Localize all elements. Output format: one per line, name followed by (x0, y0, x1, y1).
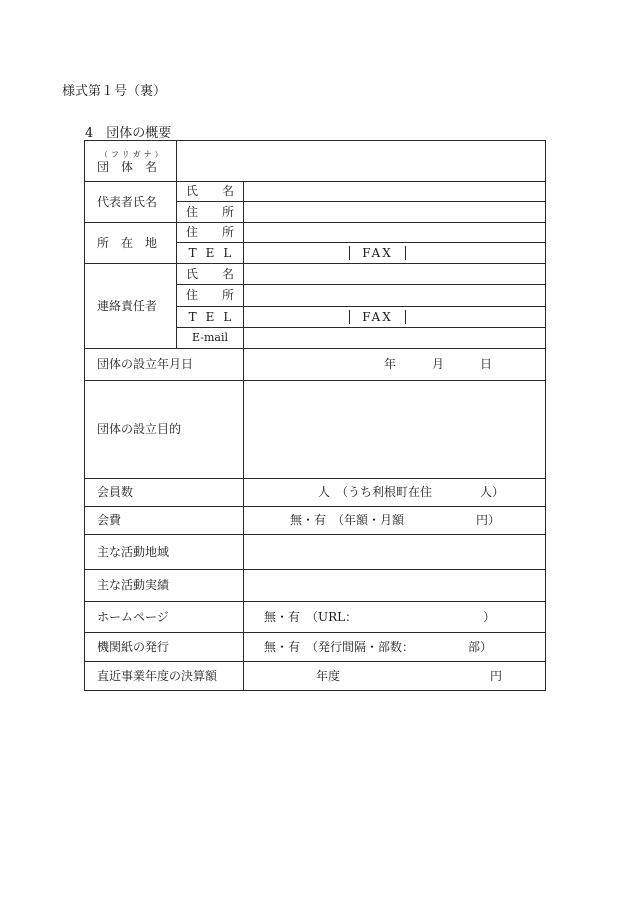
homepage-label: ホームページ (85, 602, 244, 633)
rep-address-label: 住 所 (177, 202, 244, 223)
budget-label: 直近事業年度の決算額 (85, 662, 244, 691)
purpose-field[interactable] (244, 381, 546, 479)
loc-address-field[interactable] (244, 223, 546, 243)
loc-tel-field[interactable] (244, 246, 350, 260)
rep-name-field[interactable] (244, 182, 546, 202)
row-members (85, 479, 546, 507)
contact-email-field[interactable] (244, 328, 546, 349)
row-homepage (85, 602, 546, 633)
row-founded (85, 349, 546, 381)
row-area (85, 535, 546, 570)
contact-name-label: 氏 名 (177, 264, 244, 285)
overview-table (84, 140, 546, 691)
group-name-label (85, 141, 177, 182)
group-name-text: 団 体 名 (97, 159, 158, 174)
loc-address-label: 住 所 (177, 223, 244, 243)
row-contact-name (85, 264, 546, 285)
loc-tel-label: TEL (177, 243, 244, 264)
area-field[interactable] (244, 535, 546, 570)
bulletin-label: 機関紙の発行 (85, 633, 244, 662)
contact-name-field[interactable] (244, 264, 546, 285)
contact-address-label: 住 所 (177, 285, 244, 307)
results-field[interactable] (244, 570, 546, 602)
loc-fax-field[interactable] (406, 246, 545, 260)
contact-address-field[interactable] (244, 285, 546, 307)
row-purpose (85, 381, 546, 479)
purpose-label: 団体の設立目的 (85, 381, 244, 479)
rep-address-field[interactable] (244, 202, 546, 223)
contact-tel-fax-cell (244, 307, 546, 328)
group-name-field[interactable] (177, 141, 546, 182)
fee-label: 会費 (85, 507, 244, 535)
furigana-label: （フリガナ） (100, 150, 166, 159)
fee-field[interactable]: 無・有 （年額・月額 円） (244, 507, 546, 535)
row-group-name (85, 141, 546, 182)
founded-field[interactable]: 年 月 日 (244, 349, 546, 381)
contact-tel-field[interactable] (244, 310, 350, 324)
founded-label: 団体の設立年月日 (85, 349, 244, 381)
row-bulletin (85, 633, 546, 662)
rep-name-label: 氏 名 (177, 182, 244, 202)
loc-fax-label: FAX (350, 246, 406, 260)
row-budget (85, 662, 546, 691)
budget-yen: 円 (490, 668, 503, 683)
results-label: 主な活動実績 (85, 570, 244, 602)
contact-fax-field[interactable] (406, 310, 545, 324)
row-representative-name (85, 182, 546, 202)
contact-email-label: E-mail (177, 328, 244, 349)
members-field[interactable]: 人 （うち利根町在住 人） (244, 479, 546, 507)
contact-tel-label: TEL (177, 307, 244, 328)
representative-label: 代表者氏名 (85, 182, 177, 223)
row-location-address (85, 223, 546, 243)
row-fee (85, 507, 546, 535)
budget-field[interactable] (244, 662, 546, 691)
members-label: 会員数 (85, 479, 244, 507)
section-title: 4 団体の概要 (85, 126, 172, 141)
bulletin-field[interactable]: 無・有 （発行間隔・部数： 部） (244, 633, 546, 662)
location-label: 所 在 地 (85, 223, 177, 264)
area-label: 主な活動地域 (85, 535, 244, 570)
form-id: 様式第１号（裏） (62, 84, 167, 99)
row-results (85, 570, 546, 602)
budget-year: 年度 (316, 668, 341, 683)
homepage-field[interactable]: 無・有 （URL： ） (244, 602, 546, 633)
contact-fax-label: FAX (350, 310, 406, 324)
contact-label: 連絡責任者 (85, 264, 177, 349)
loc-tel-fax-cell (244, 243, 546, 264)
